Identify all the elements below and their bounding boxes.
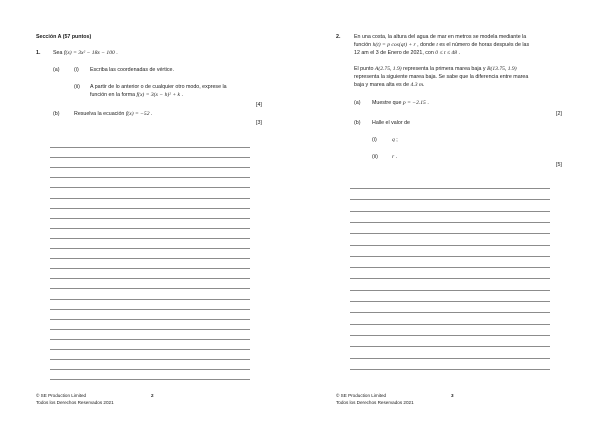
answer-line: [350, 267, 550, 268]
part-a-marks: [4]: [256, 102, 262, 108]
answer-line: [50, 278, 250, 279]
answer-line: [50, 228, 250, 229]
answer-line: [50, 187, 250, 188]
answer-line: [50, 379, 250, 380]
q2-part-b-i-label: (i): [372, 137, 377, 143]
answer-line: [50, 238, 250, 239]
answer-line: [350, 245, 550, 246]
part-b-text: Resuelva la ecuación f(x) = −52 .: [74, 111, 153, 117]
page-number: 2: [151, 393, 154, 398]
part-b-marks: [3]: [256, 120, 262, 126]
part-b-label: (b): [53, 111, 60, 117]
point-b: B(13.75, 1.9): [487, 66, 517, 72]
question-2-para2-line3: baja y marea alta es de 4.3 m.: [354, 82, 425, 88]
answer-line: [50, 218, 250, 219]
answer-line: [50, 268, 250, 269]
answer-line: [350, 211, 550, 212]
question-1-number: 1.: [36, 50, 41, 56]
answer-line: [50, 339, 250, 340]
answer-line: [50, 329, 250, 330]
q2-part-b-ii-label: (ii): [372, 154, 378, 160]
footer-rights: Todos los Derechos Reservados 2021: [36, 400, 114, 405]
footer-rights: Todos los Derechos Reservados 2021: [336, 400, 414, 405]
height-function: h(t) = p cos(qt) + r: [372, 42, 416, 48]
question-2-para2-line2: representa la siguiente marea baja. Se sabe que la diferencia entre marea: [354, 74, 529, 80]
q2-part-b-text: Halle el valor de: [372, 120, 410, 126]
question-2-line3: 12 am el 3 de Enero de 2021, con 0 ≤ t ≤ 48 .: [354, 50, 460, 56]
q2-part-a-label: (a): [354, 100, 361, 106]
page-number: 3: [451, 393, 454, 398]
answer-line: [350, 301, 550, 302]
answer-line: [50, 208, 250, 209]
q2-part-b-marks: [5]: [556, 162, 562, 168]
part-a-ii-text-line1: A partir de lo anterior o de cualquier otro modo, exprese la: [90, 84, 227, 90]
answer-line: [350, 188, 550, 189]
part-a-i-text: Escriba las coordenadas de vértice.: [90, 67, 174, 73]
q2-part-b-ii-text: r .: [392, 154, 398, 160]
question-2-line1: En una costa, la altura del agua de mar en metros se modela mediante la: [354, 34, 527, 40]
q2-part-a-text: Muestre que p = −2.15 .: [372, 100, 429, 106]
part-a-ii-text-line2: función en la forma f(x) = 3(x − h)² + k .: [90, 92, 183, 98]
equation: f(x) = −52: [125, 111, 150, 117]
answer-line: [50, 319, 250, 320]
question-1-intro: Sea f(x) = 3x² − 18x − 100 .: [53, 50, 118, 56]
answer-line: [50, 309, 250, 310]
part-a-ii-label: (ii): [74, 84, 80, 90]
answer-line: [350, 278, 550, 279]
answer-line: [50, 369, 250, 370]
answer-line: [350, 312, 550, 313]
answer-line: [50, 359, 250, 360]
answer-line: [50, 147, 250, 148]
answer-line: [50, 299, 250, 300]
answer-line: [350, 358, 550, 359]
answer-line: [50, 248, 250, 249]
q2-part-a-marks: [2]: [556, 111, 562, 117]
answer-line: [50, 167, 250, 168]
question-2-line2: función h(t) = p cos(qt) + r , donde t es el número de horas después de las: [354, 42, 530, 48]
answer-line: [50, 258, 250, 259]
question-2-number: 2.: [336, 34, 341, 40]
answer-line: [50, 157, 250, 158]
part-a-label: (a): [53, 67, 60, 73]
answer-line: [350, 346, 550, 347]
answer-line: [350, 335, 550, 336]
answer-line: [350, 222, 550, 223]
part-a-i-label: (i): [74, 67, 79, 73]
answer-line: [350, 369, 550, 370]
q2-part-b-i-text: q ;: [392, 137, 398, 143]
answer-line: [350, 199, 550, 200]
answer-line: [350, 233, 550, 234]
exam-page-right: [300, 0, 600, 424]
footer-copyright: © SE Production Limited: [336, 393, 387, 398]
function-definition: f(x) = 3x² − 18x − 100: [63, 50, 115, 56]
answer-line: [50, 177, 250, 178]
answer-line: [350, 256, 550, 257]
vertex-form: f(x) = 3(x − h)² + k: [136, 92, 180, 98]
answer-line: [50, 288, 250, 289]
section-title: Sección A (57 puntos): [36, 34, 92, 40]
q2-part-b-label: (b): [354, 120, 361, 126]
footer-copyright: © SE Production Limited: [36, 393, 87, 398]
answer-line: [350, 324, 550, 325]
answer-line: [50, 198, 250, 199]
answer-line: [350, 290, 550, 291]
domain: 0 ≤ t ≤ 48: [435, 50, 457, 56]
question-2-para2-line1: El punto A(2.75, 1.9) representa la primera marea baja y B(13.75, 1.9): [354, 66, 517, 72]
answer-line: [50, 349, 250, 350]
point-a: A(2.75, 1.9): [374, 66, 402, 72]
